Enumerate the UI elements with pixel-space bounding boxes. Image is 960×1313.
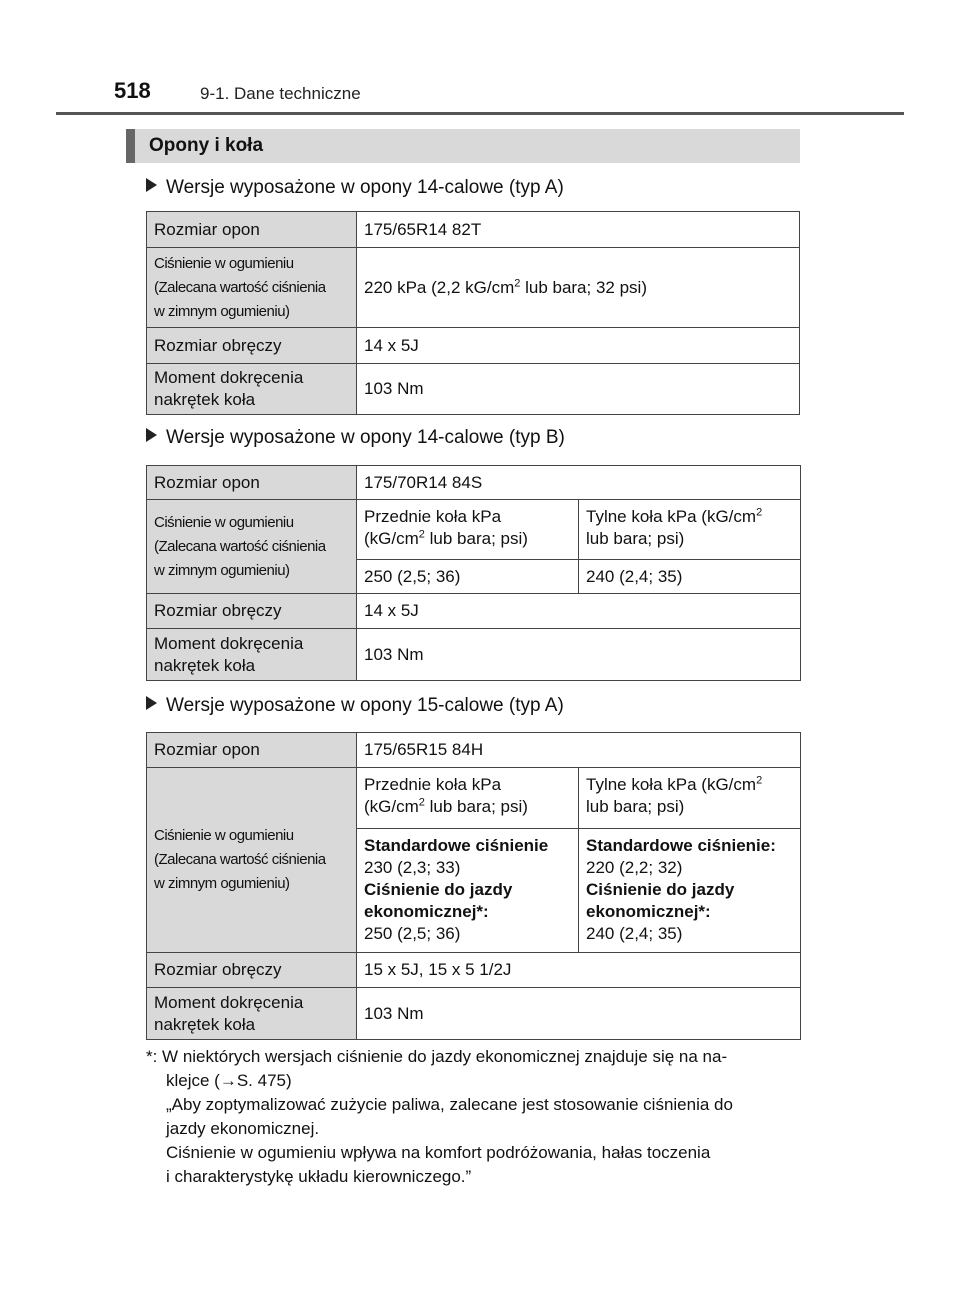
page-header — [0, 0, 960, 116]
page-number: 518 — [114, 78, 151, 103]
value-tire-size: 175/65R15 84H — [357, 733, 801, 768]
table-row — [147, 248, 800, 328]
value-torque: 103 Nm — [357, 988, 801, 1040]
label-tire-size: Rozmiar opon — [147, 466, 357, 500]
heading-14a — [146, 177, 564, 199]
value-rim-size: 14 x 5J — [357, 328, 800, 364]
label-torque: Moment dokręcenia nakrętek koła — [147, 988, 357, 1040]
label-rim-size: Rozmiar obręczy — [147, 328, 357, 364]
footnote-line: Ciśnienie w ogumieniu wpływa na komfort podróżowania, hałas toczenia — [166, 1143, 711, 1162]
heading-15a-text: Wersje wyposażone w opony 15-calowe (typ A) — [166, 695, 564, 716]
value-torque: 103 Nm — [357, 364, 800, 415]
label-torque: Moment dokręcenia nakrętek koła — [147, 364, 357, 415]
header-divider — [56, 112, 904, 115]
table-row — [147, 629, 801, 681]
value-tire-size: 175/65R14 82T — [357, 212, 800, 248]
table-row — [147, 328, 800, 364]
front-pressure-values: Standardowe ciśnienie 230 (2,3; 33) Ciśnienie do jazdy ekonomicznej*: 250 (2,5; 36) — [357, 829, 579, 953]
table-row — [147, 988, 801, 1040]
triangle-bullet-icon — [146, 178, 157, 192]
footnote-line: klejce (→S. 475) — [166, 1071, 292, 1090]
value-tire-size: 175/70R14 84S — [357, 466, 801, 500]
table-row — [147, 466, 801, 500]
rear-pressure-values: Standardowe ciśnienie: 220 (2,2; 32) Ciśnienie do jazdy ekonomicznej*: 240 (2,4; 35) — [579, 829, 801, 953]
front-wheels-header: Przednie koła kPa ($kG/cm^2$ lub bara; psi) — [357, 768, 579, 829]
label-torque: Moment dokręcenia nakrętek koła — [147, 629, 357, 681]
label-rim-size: Rozmiar obręczy — [147, 953, 357, 988]
table-row — [147, 500, 801, 560]
spec-table-15a — [146, 732, 801, 1040]
spec-table-14a — [146, 211, 800, 415]
section-title: Opony i koła — [126, 129, 800, 163]
value-rim-size: 14 x 5J — [357, 594, 801, 629]
label-rim-size: Rozmiar obręczy — [147, 594, 357, 629]
footnote-line: „Aby zoptymalizować zużycie paliwa, zalecane jest stosowanie ciśnienia do — [166, 1095, 733, 1114]
front-wheels-header: Przednie koła kPa ($kG/cm^2$ lub bara; psi) — [357, 500, 579, 560]
triangle-bullet-icon — [146, 428, 157, 442]
table-row — [147, 364, 800, 415]
spec-table-14b — [146, 465, 801, 681]
rear-wheels-header: Tylne koła kPa ($kG/cm^2$ lub bara; psi) — [579, 500, 801, 560]
table-row — [147, 212, 800, 248]
value-pressure: 220 kPa (2,2 $kG/cm^2$ lub bara; 32 psi) — [357, 248, 800, 328]
chapter-title: 9-1. Dane techniczne — [200, 84, 361, 103]
label-pressure: Ciśnienie w ogumieniu (Zalecana wartość ciśnienia w zimnym ogumieniu) — [147, 500, 357, 594]
front-pressure-value: 250 (2,5; 36) — [357, 560, 579, 594]
heading-14a-text: Wersje wyposażone w opony 14-calowe (typ A) — [166, 177, 564, 198]
table-row — [147, 594, 801, 629]
label-tire-size: Rozmiar opon — [147, 733, 357, 768]
triangle-bullet-icon — [146, 696, 157, 710]
table-row — [147, 953, 801, 988]
footnote-line: i charakterystykę układu kierowniczego.” — [166, 1167, 472, 1186]
heading-14b-text: Wersje wyposażone w opony 14-calowe (typ B) — [166, 427, 565, 448]
table-row — [147, 768, 801, 829]
value-torque: 103 Nm — [357, 629, 801, 681]
table-row — [147, 733, 801, 768]
label-tire-size: Rozmiar opon — [147, 212, 357, 248]
footnote-line: *: W niektórych wersjach ciśnienie do jazdy ekonomicznej znajduje się na na- — [146, 1047, 728, 1066]
heading-14b — [146, 427, 565, 449]
rear-wheels-header: Tylne koła kPa ($kG/cm^2$ lub bara; psi) — [579, 768, 801, 829]
heading-15a — [146, 695, 564, 717]
value-rim-size: 15 x 5J, 15 x 5 1/2J — [357, 953, 801, 988]
label-pressure: Ciśnienie w ogumieniu (Zalecana wartość ciśnienia w zimnym ogumieniu) — [147, 768, 357, 953]
rear-pressure-value: 240 (2,4; 35) — [579, 560, 801, 594]
footnote — [146, 1045, 806, 1189]
footnote-line: jazdy ekonomicznej. — [166, 1119, 320, 1138]
label-pressure: Ciśnienie w ogumieniu (Zalecana wartość ciśnienia w zimnym ogumieniu) — [147, 248, 357, 328]
